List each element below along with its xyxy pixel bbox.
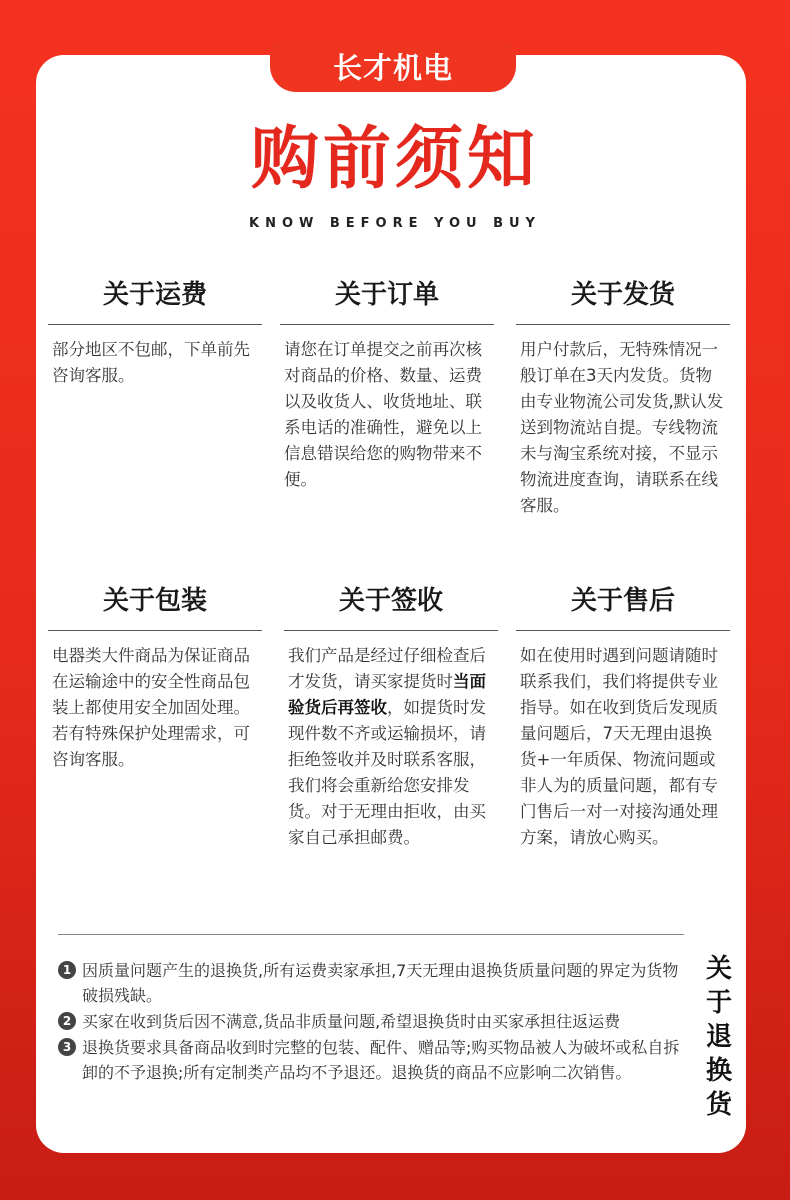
- number-badge: 1: [58, 961, 76, 979]
- section-body: 用户付款后，无特殊情况一般订单在3天内发货。货物由专业物流公司发货,默认发送到物流站自提。专线物流未与淘宝系统对接，不显示物流进度查询，请联系在线客服。: [520, 340, 724, 515]
- section-divider: [48, 630, 262, 631]
- section-delivery: [516, 276, 730, 519]
- brand-logo: 长才机电: [270, 40, 516, 92]
- section-receipt: [284, 582, 498, 851]
- section-heading: 关于订单: [334, 280, 439, 310]
- returns-item-text: 退换货要求具备商品收到时完整的包装、配件、赠品等;购买物品被人为破坏或私自拆卸的不予退换;所有定制类产品均不予退还。退换货的商品不应影响二次销售。: [82, 1038, 680, 1082]
- returns-item-text: 因质量问题产生的退换货,所有运费卖家承担,7天无理由退换货质量问题的界定为货物破损残缺。: [82, 961, 679, 1005]
- section-divider: [280, 324, 494, 325]
- section-divider: [48, 324, 262, 325]
- body-emphasis: 当面验货后再签收: [288, 672, 486, 717]
- page-subtitle: KNOW BEFORE YOU BUY: [249, 216, 541, 231]
- section-body: 如在使用时遇到问题请随时联系我们，我们将提供专业指导。如在收到货后发现质量问题后，7天无理由退换货+一年质保、物流问题或非人为的质量问题，都有专门售后一对一对接沟通处理方案，请放心购买。: [520, 646, 718, 847]
- page-title: 购前须知: [250, 120, 539, 199]
- section-packaging: [48, 582, 262, 773]
- returns-list: [58, 958, 690, 1086]
- returns-item: [58, 958, 690, 1008]
- returns-item: [58, 1035, 690, 1085]
- section-heading: 关于包装: [102, 586, 207, 616]
- returns-divider: [58, 934, 684, 935]
- section-shipping-fee: [48, 276, 262, 389]
- returns-side-title: 关于退换货: [705, 954, 732, 1120]
- section-body: 电器类大件商品为保证商品在运输途中的安全性商品包装上都使用安全加固处理。若有特殊保护处理需求，可咨询客服。: [52, 646, 250, 769]
- section-divider: [284, 630, 498, 631]
- section-body: 部分地区不包邮，下单前先咨询客服。: [52, 340, 250, 385]
- section-body: 请您在订单提交之前再次核对商品的价格、数量、运费以及收货人、收货地址、联系电话的准确性，避免以上信息错误给您的购物带来不便。: [284, 340, 482, 489]
- section-divider: [516, 630, 730, 631]
- section-divider: [516, 324, 730, 325]
- section-after-sales: [516, 582, 730, 851]
- section-body: [284, 643, 498, 851]
- section-heading: 关于发货: [570, 280, 675, 310]
- section-order: [280, 276, 494, 493]
- returns-item: [58, 1009, 690, 1034]
- section-heading: 关于售后: [570, 586, 675, 616]
- section-heading: 关于签收: [338, 586, 443, 616]
- number-badge: 2: [58, 1012, 76, 1030]
- returns-item-text: 买家在收到货后因不满意,货品非质量问题,希望退换货时由买家承担往返运费: [82, 1012, 621, 1031]
- body-text: ，如提货时发现件数不齐或运输损坏，请拒绝签收并及时联系客服，我们将会重新给您安排发货。对于无理由拒收，由买家自己承担邮费。: [288, 698, 486, 847]
- number-badge: 3: [58, 1038, 76, 1056]
- section-heading: 关于运费: [102, 280, 207, 310]
- body-text: 我们产品是经过仔细检查后才发货，请买家提货时: [288, 646, 486, 691]
